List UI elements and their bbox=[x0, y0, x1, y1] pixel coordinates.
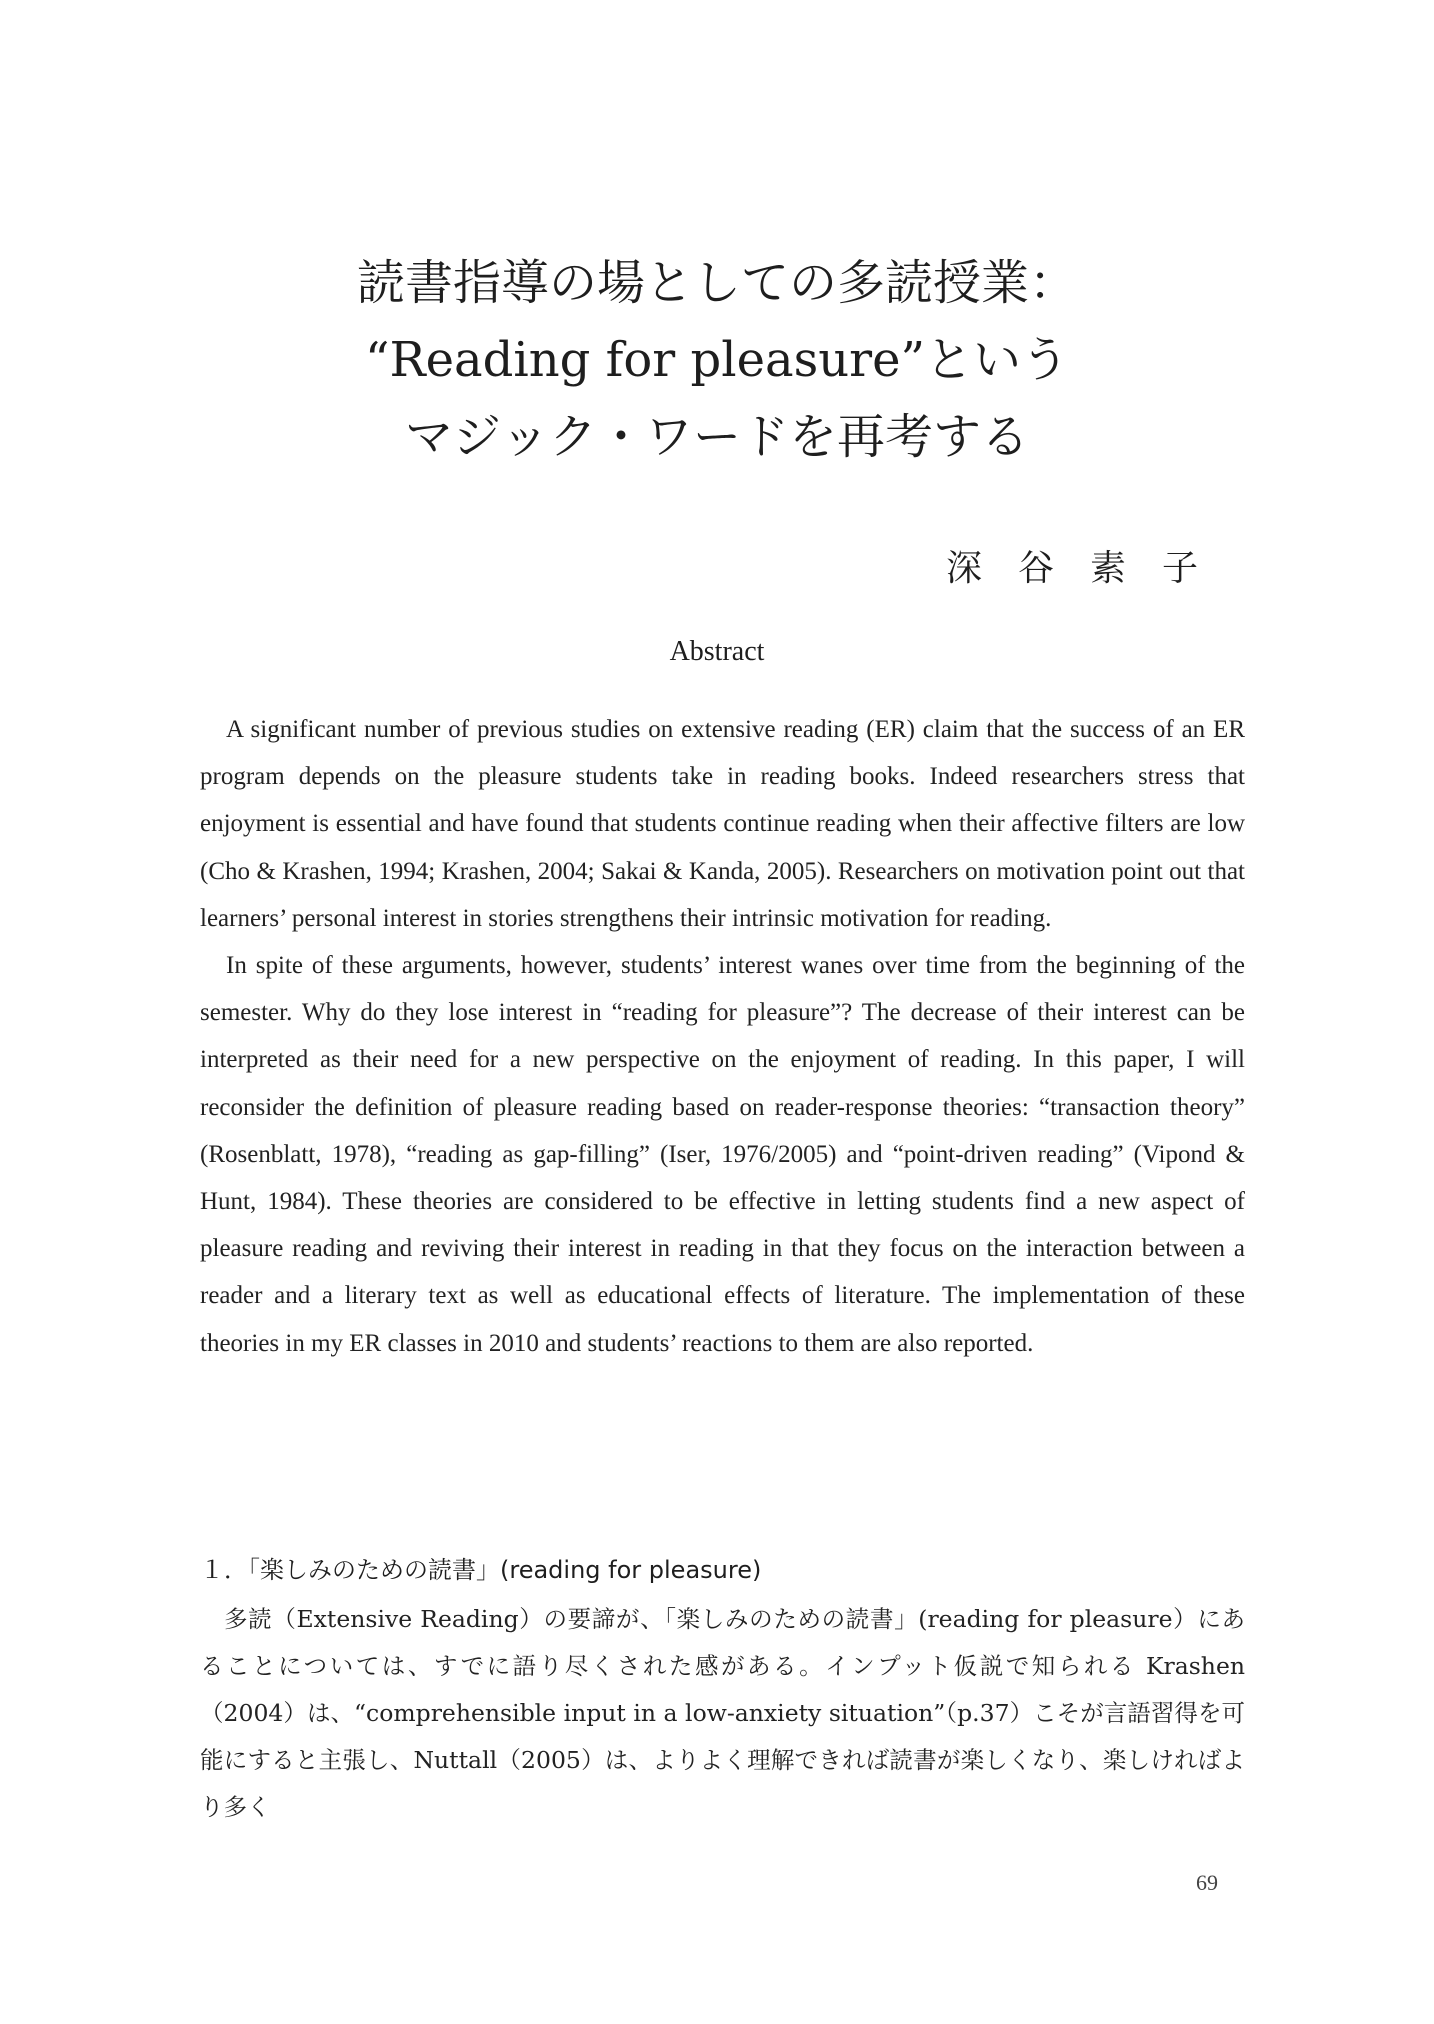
abstract-paragraph-1: A significant number of previous studies on extensive reading (ER) claim that the success of an ER program depends on the pleasure students take in reading books. Indeed researchers stress that enjoyment is essential and have found that students continue reading when their affective filters are low (Cho & Krashen, 1994; Krashen, 2004; Sakai & Kanda, 2005). Researchers on motivation point out that learners’ personal interest in stories strengthens their intrinsic motivation for reading. bbox=[200, 716, 1245, 932]
section-paragraph: 多読（Extensive Reading）の要諦が、「楽しみのための読書」(reading for pleasure）にあることについては、すでに語り尽くされた感がある。インプット仮説で知られる Krashen（2004）は、“comprehensible input in a low-anxiety situation”（p.37）こそが言語習得を可能にすると主張し、Nuttall（2005）は、よりよく理解できれば読書が楽しくなり、楽しければより多く bbox=[200, 1605, 1245, 1821]
title-line-1: 読書指導の場としての多読授業： bbox=[356, 255, 1077, 311]
abstract-body bbox=[200, 706, 1245, 1367]
section-body bbox=[200, 1596, 1245, 1831]
abstract-heading: Abstract bbox=[669, 636, 765, 667]
title-line-3: マジック・ワードを再考する bbox=[404, 409, 1029, 465]
paper-title bbox=[0, 245, 1434, 476]
title-line-2: “Reading for pleasure”という bbox=[364, 332, 1070, 388]
section-heading: １．「楽しみのための読書」(reading for pleasure) bbox=[200, 1556, 762, 1584]
author-name: 深谷素子 bbox=[945, 548, 1234, 589]
page-number: 69 bbox=[1196, 1870, 1218, 1895]
abstract-paragraph-2: In spite of these arguments, however, students’ interest wanes over time from the beginning of the semester. Why do they lose interest in “reading for pleasure”? The decrease of their interest can be interpreted as their need for a new perspective on the enjoyment of reading. In this paper, I will reconsider the definition of pleasure reading based on reader-response theories: “transaction theory” (Rosenblatt, 1978), “reading as gap-filling” (Iser, 1976/2005) and “point-driven reading” (Vipond & Hunt, 1984). These theories are considered to be effective in letting students find a new aspect of pleasure reading and reviving their interest in reading in that they focus on the interaction between a reader and a literary text as well as educational effects of literature. The implementation of these theories in my ER classes in 2010 and students’ reactions to them are also reported. bbox=[200, 952, 1245, 1357]
